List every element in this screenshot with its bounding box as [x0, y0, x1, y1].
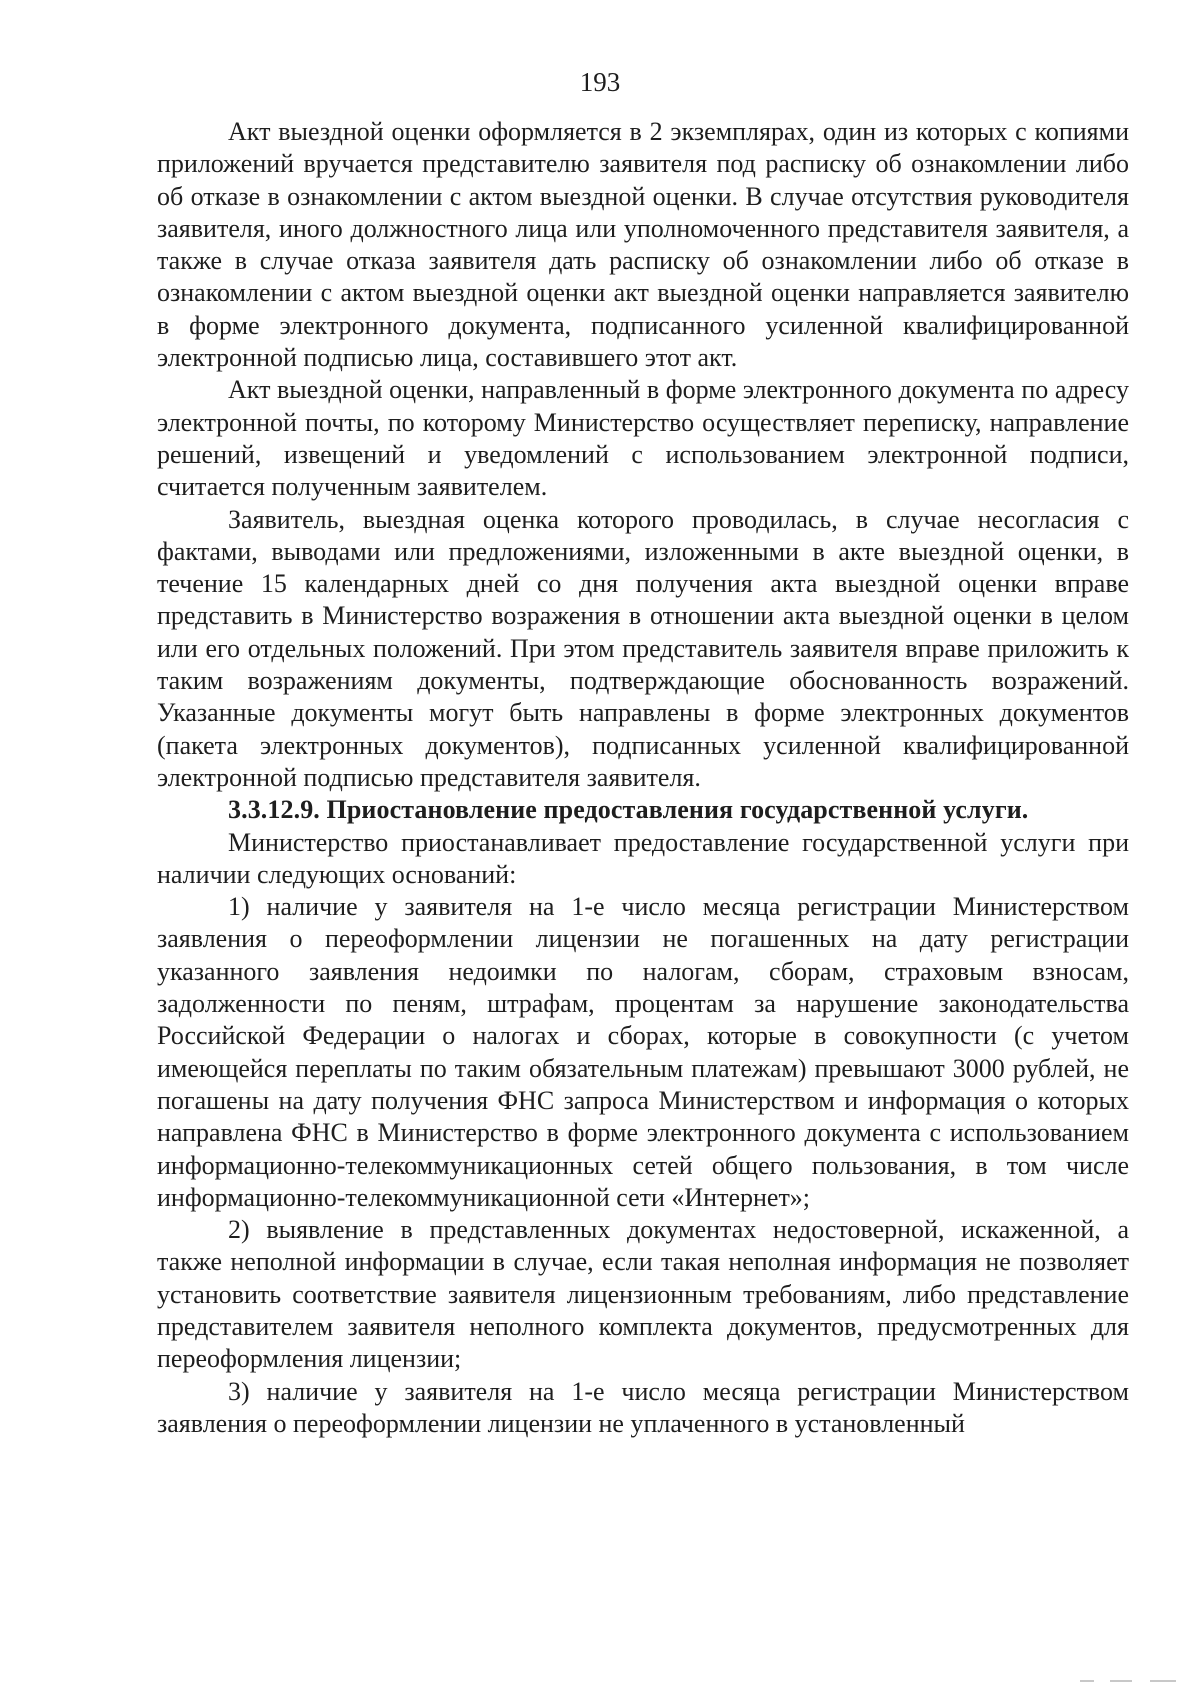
paragraph-objections: Заявитель, выездная оценка которого проводилась, в случае несогласия с фактами, выводами или предложениями, изложенными в акте выездной оценки, в течение 15 календарных дней со дня получения акта выездной оценки вправе представить в Министерство возражения в отношении акта выездной оценки в целом или его отдельных положений. При этом представитель заявителя вправе приложить к таким возражениям документы, подтверждающие обоснованность возражений. Указанные документы могут быть направлены в форме электронных документов (пакета электронных документов), подписанных усиленной квалифицированной электронной подписью представителя заявителя. — [157, 504, 1129, 792]
scan-artifact-dashes — [1080, 1680, 1190, 1684]
page-number: 193 — [579, 67, 621, 97]
paragraph-site-assessment-act: Акт выездной оценки оформляется в 2 экземплярах, один из которых с копиями приложений вручается представителю заявителя под расписку об ознакомлении либо об отказе в ознакомлении с актом выездной оценки. В случае отсутствия руководителя заявителя, иного должностного лица или уполномоченного представителя заявителя, а также в случае отказа заявителя дать расписку об ознакомлении либо об отказе в ознакомлении с актом выездной оценки акт выездной оценки направляется заявителю в форме электронного документа, подписанного усиленной квалифицированной электронной подписью лица, составившего этот акт. — [157, 117, 1129, 373]
document-body — [157, 116, 1129, 1440]
list-item-ground-1: 1) наличие у заявителя на 1-е число месяца регистрации Министерством заявления о переоформлении лицензии не погашенных на дату регистрации указанного заявления недоимки по налогам, сборам, страховым взносам, задолженности по пеням, штрафам, процентам за нарушение законодательства Российской Федерации о налогах и сборах, которые в совокупности (с учетом имеющейся переплаты по таким обязательным платежам) превышают 3000 рублей, не погашены на дату получения ФНС запроса Министерством и информация о которых направлена ФНС в Министерство в форме электронного документа с использованием информационно-телекоммуникационных сетей общего пользования, в том числе информационно-телекоммуникационной сети «Интернет»; — [157, 892, 1129, 1212]
list-item-ground-2: 2) выявление в представленных документах недостоверной, искаженной, а также неполной информации в случае, если такая неполная информация не позволяет установить соответствие заявителя лицензионным требованиям, либо представление представителем заявителя неполного комплекта документов, предусмотренных для переоформления лицензии; — [157, 1215, 1129, 1374]
section-heading: 3.3.12.9. Приостановление предоставления государственной услуги. — [228, 795, 1029, 825]
paragraph-suspension-grounds-intro: Министерство приостанавливает предоставление государственной услуги при наличии следующих оснований: — [157, 827, 1129, 889]
paragraph-electronic-delivery: Акт выездной оценки, направленный в форме электронного документа по адресу электронной почты, по которому Министерство осуществляет переписку, направление решений, извещений и уведомлений с использованием электронной подписи, считается полученным заявителем. — [157, 375, 1129, 502]
list-item-ground-3: 3) наличие у заявителя на 1-е число месяца регистрации Министерством заявления о переоформлении лицензии не уплаченного в установленный — [157, 1376, 1129, 1438]
